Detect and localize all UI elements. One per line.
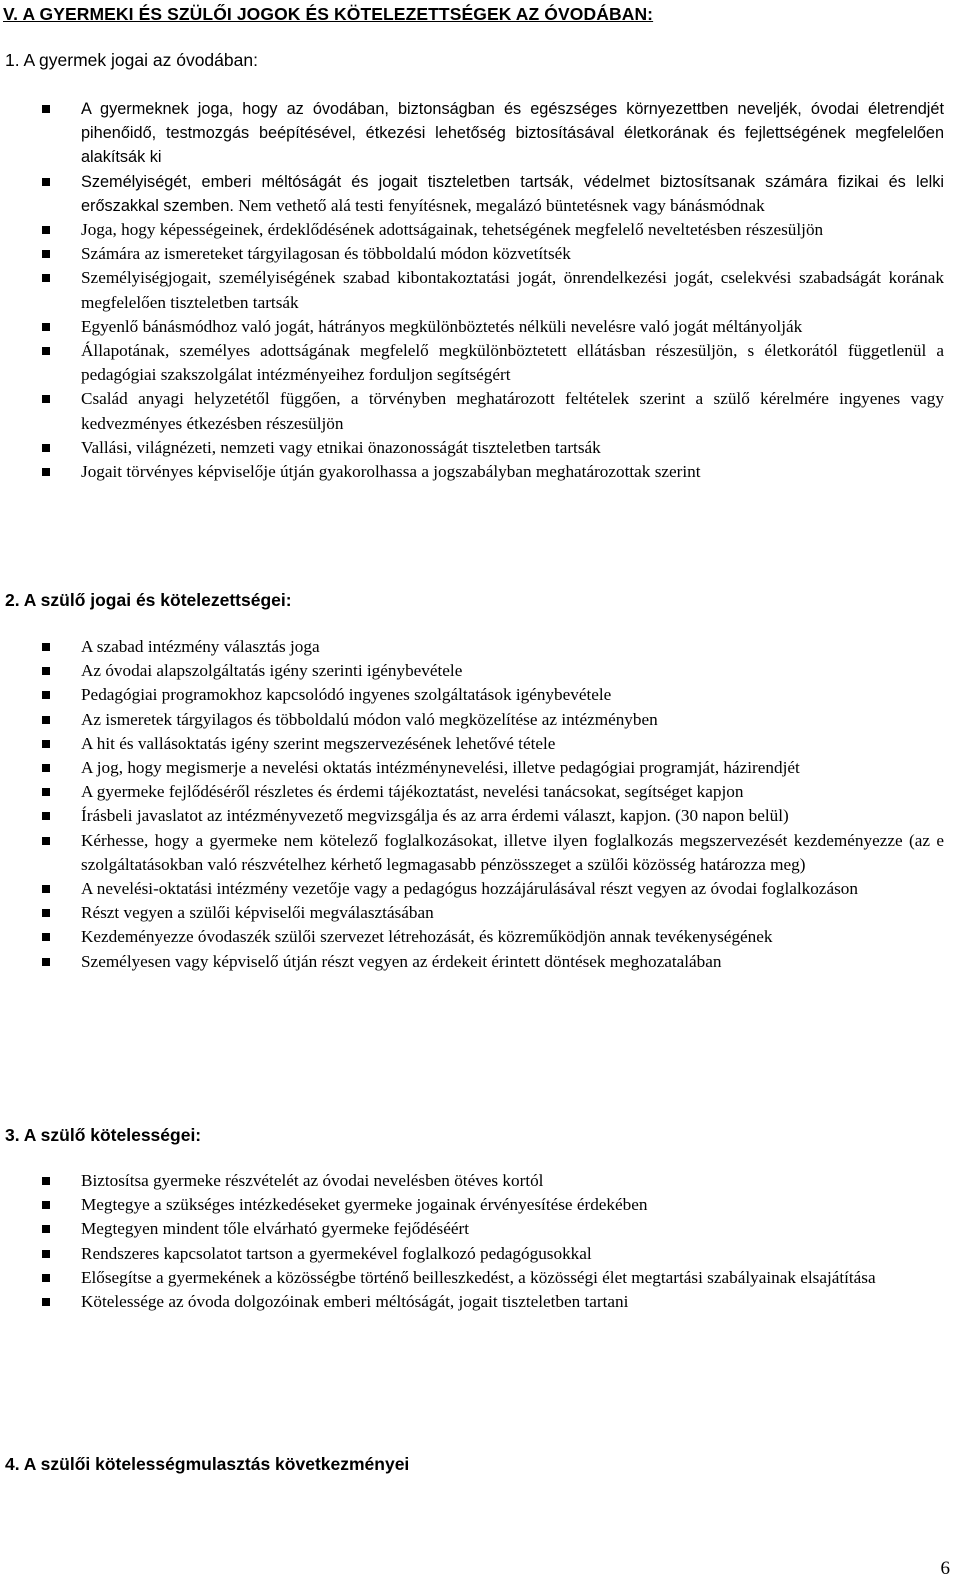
bullet-icon xyxy=(42,740,50,748)
section-4-heading: 4. A szülői kötelességmulasztás következményei xyxy=(5,1454,410,1474)
bullet-icon xyxy=(42,105,50,113)
bullet-icon xyxy=(42,812,50,820)
bullet-icon xyxy=(42,788,50,796)
list-item: Az óvodai alapszolgáltatás igény szerinti igénybevétele xyxy=(0,659,960,683)
bullet-icon xyxy=(42,1201,50,1209)
bullet-icon xyxy=(42,347,50,355)
list-item: Vallási, világnézeti, nemzeti vagy etnikai önazonosságát tiszteletben tartsák xyxy=(0,436,960,460)
list-item: Személyesen vagy képviselő útján részt vegyen az érdekeit érintett döntések meghozatalában xyxy=(0,950,960,974)
bullet-icon xyxy=(42,395,50,403)
section-3-heading: 3. A szülő kötelességei: xyxy=(5,1125,202,1145)
bullet-icon xyxy=(42,643,50,651)
list-item: Az ismeretek tárgyilagos és többoldalú módon való megközelítése az intézményben xyxy=(0,708,960,732)
list-item: A gyermeknek joga, hogy az óvodában, biztonságban és egészséges környezettben neveljék, óvodai életrendjét pihenőidő, testmozgás beépítésével, étkezési lehetőség biztosításával életkorának és fejlettségének megfelelően alakítsák ki xyxy=(0,97,960,170)
bullet-icon xyxy=(42,1250,50,1258)
bullet-icon xyxy=(42,323,50,331)
section-2-heading: 2. A szülő jogai és kötelezettségei: xyxy=(5,590,292,610)
list-item: Elősegítse a gyermekének a közösségbe történő beilleszkedést, a közösségi élet megtartási szabályainak elsajátítása xyxy=(0,1266,960,1290)
list-item: Joga, hogy képességeinek, érdeklődésének adottságainak, tehetségének megfelelő neveltetésben részesüljön xyxy=(0,218,960,242)
list-item: Jogait törvényes képviselője útján gyakorolhassa a jogszabályban meghatározottak szerint xyxy=(0,460,960,484)
list-item: Számára az ismereteket tárgyilagosan és többoldalú módon közvetítsék xyxy=(0,242,960,266)
list-item: Kezdeményezze óvodaszék szülői szervezet létrehozását, és közreműködjön annak tevékenységének xyxy=(0,925,960,949)
section-1-heading: 1. A gyermek jogai az óvodában: xyxy=(5,50,258,70)
bullet-icon xyxy=(42,837,50,845)
list-item: Állapotának, személyes adottságának megfelelő megkülönböztetett ellátásban részesüljön, s életkorától függetlenül a pedagógiai szakszolgálat intézményeihez forduljon segítségért xyxy=(0,339,960,387)
list-item: Család anyagi helyzetétől függően, a törvényben meghatározott feltételek szerint a szülő kérelmére ingyenes vagy kedvezményes étkezésben részesüljön xyxy=(0,387,960,435)
bullet-icon xyxy=(42,250,50,258)
list-item: A hit és vallásoktatás igény szerint megszervezésének lehetővé tétele xyxy=(0,732,960,756)
list-item: Részt vegyen a szülői képviselői megválasztásában xyxy=(0,901,960,925)
list-item: Egyenlő bánásmódhoz való jogát, hátrányos megkülönböztetés nélküli nevelésre való jogát méltányolják xyxy=(0,315,960,339)
list-item: A nevelési-oktatási intézmény vezetője vagy a pedagógus hozzájárulásával részt vegyen az óvodai foglalkozáson xyxy=(0,877,960,901)
list-item: Személyiségét, emberi méltóságát és jogait tiszteletben tartsák, védelmet biztosítsanak számára fizikai és lelki erőszakkal szemben. Nem vethető alá testi fenyítésnek, megalázó büntetésnek vagy bánásmódnak xyxy=(0,170,960,218)
list-item: A szabad intézmény választás joga xyxy=(0,635,960,659)
bullet-icon xyxy=(42,1274,50,1282)
bullet-icon xyxy=(42,716,50,724)
bullet-icon xyxy=(42,1177,50,1185)
list-item: Személyiségjogait, személyiségének szabad kibontakoztatási jogát, önrendelkezési jogát, cselekvési szabadságát korának megfelelően tiszteletben tartsák xyxy=(0,266,960,314)
bullet-icon xyxy=(42,1225,50,1233)
section-3-list xyxy=(0,1169,960,1314)
list-item: Megtegye a szükséges intézkedéseket gyermeke jogainak érvényesítése érdekében xyxy=(0,1193,960,1217)
bullet-icon xyxy=(42,885,50,893)
bullet-icon xyxy=(42,691,50,699)
list-item: Biztosítsa gyermeke részvételét az óvodai nevelésben ötéves kortól xyxy=(0,1169,960,1193)
bullet-icon xyxy=(42,178,50,186)
section-1-list xyxy=(0,97,960,484)
bullet-icon xyxy=(42,468,50,476)
bullet-icon xyxy=(42,933,50,941)
bullet-icon xyxy=(42,909,50,917)
list-item: Kérhesse, hogy a gyermeke nem kötelező foglalkozásokat, illetve ilyen foglalkozás megszervezését kezdeményezze (az e szolgáltatásokban való részvételhez kérhető legmagasabb pénzösszeget a szülői közösség határozza meg) xyxy=(0,829,960,877)
list-item: A gyermeke fejlődéséről részletes és érdemi tájékoztatást, nevelési tanácsokat, segítséget kapjon xyxy=(0,780,960,804)
bullet-icon xyxy=(42,274,50,282)
bullet-icon xyxy=(42,667,50,675)
bullet-icon xyxy=(42,226,50,234)
section-2-list xyxy=(0,635,960,974)
page-number: 6 xyxy=(940,1558,950,1579)
list-item: Kötelessége az óvoda dolgozóinak emberi méltóságát, jogait tiszteletben tartani xyxy=(0,1290,960,1314)
document-title: V. A GYERMEKI ÉS SZÜLŐI JOGOK ÉS KÖTELEZETTSÉGEK AZ ÓVODÁBAN: xyxy=(3,4,654,24)
list-item: Pedagógiai programokhoz kapcsolódó ingyenes szolgáltatások igénybevétele xyxy=(0,683,960,707)
bullet-icon xyxy=(42,444,50,452)
list-item: Írásbeli javaslatot az intézményvezető megvizsgálja és az arra érdemi választ, kapjon. (30 napon belül) xyxy=(0,804,960,828)
list-item: Megtegyen mindent tőle elvárható gyermeke fejődéséért xyxy=(0,1217,960,1241)
bullet-icon xyxy=(42,764,50,772)
list-item: Rendszeres kapcsolatot tartson a gyermekével foglalkozó pedagógusokkal xyxy=(0,1242,960,1266)
list-item: A jog, hogy megismerje a nevelési oktatás intézménynevelési, illetve pedagógiai programját, házirendjét xyxy=(0,756,960,780)
bullet-icon xyxy=(42,958,50,966)
bullet-icon xyxy=(42,1298,50,1306)
